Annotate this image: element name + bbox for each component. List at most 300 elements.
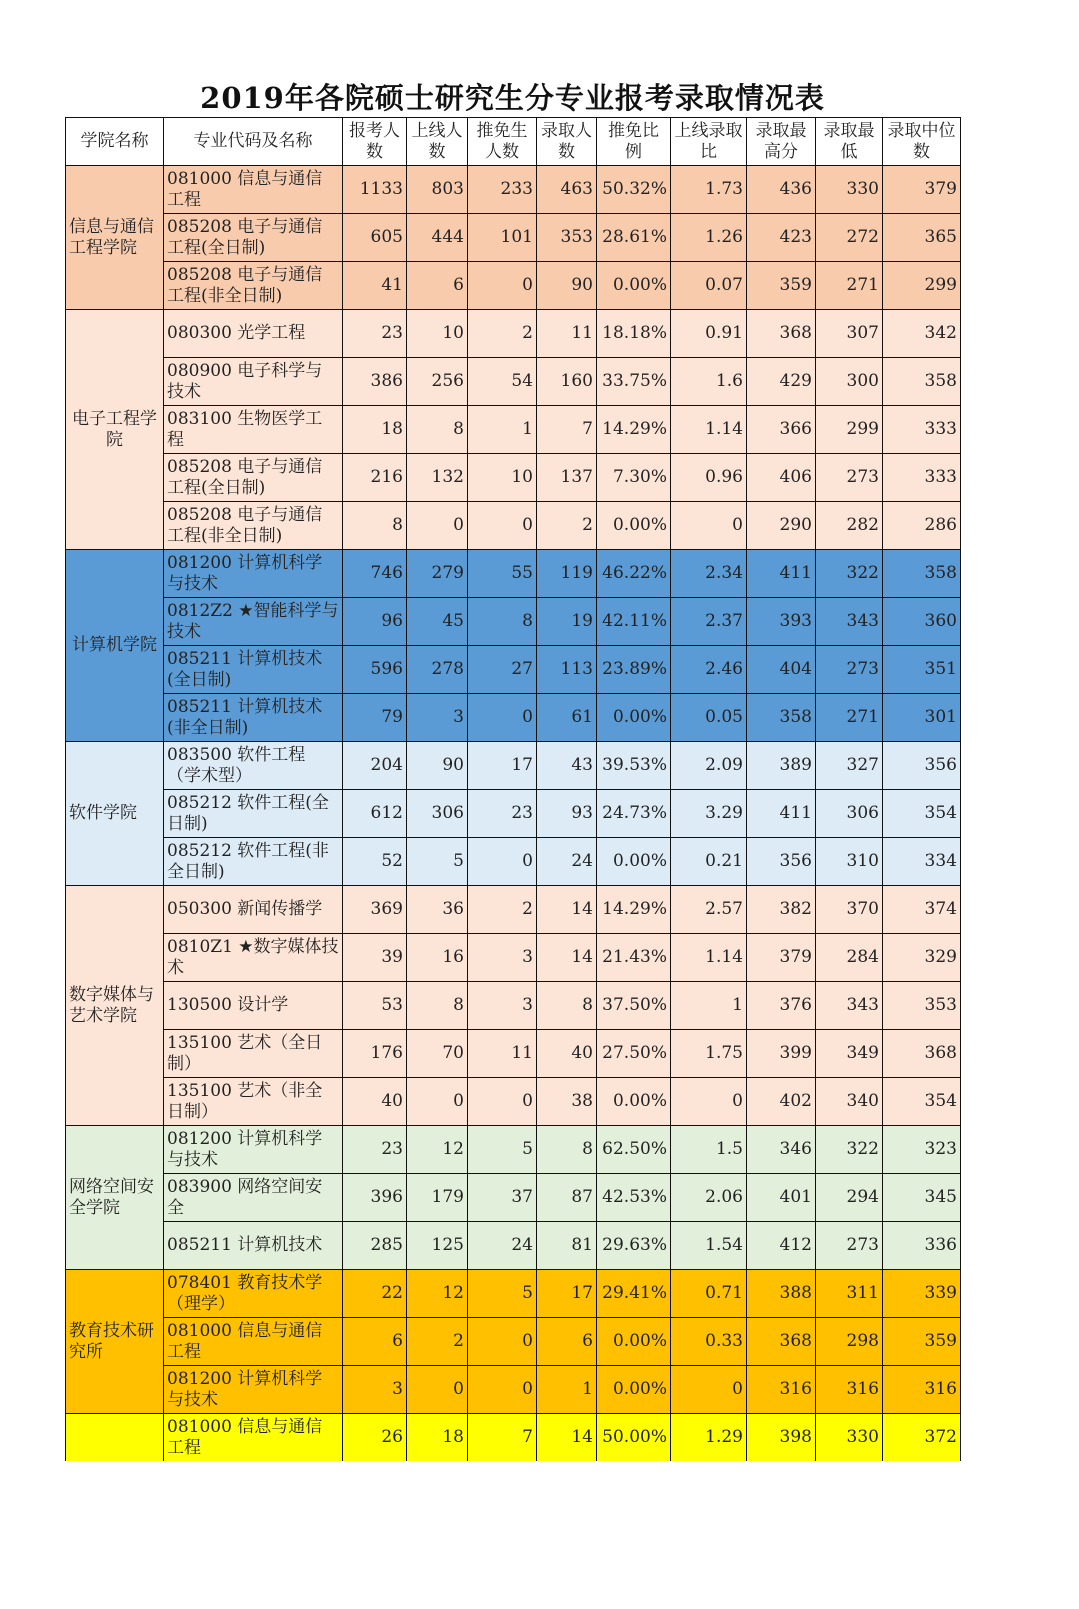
value-cell: 11 — [537, 310, 597, 358]
value-cell: 1.5 — [671, 1126, 747, 1174]
value-cell: 284 — [816, 934, 883, 982]
value-cell: 52 — [343, 838, 407, 886]
major-cell: 0812Z2 ★智能科学与技术 — [164, 598, 343, 646]
table-row — [66, 742, 961, 790]
table-row — [66, 1318, 961, 1366]
value-cell: 14.29% — [597, 406, 671, 454]
table-row — [66, 214, 961, 262]
value-cell: 42.53% — [597, 1174, 671, 1222]
value-cell: 358 — [747, 694, 816, 742]
value-cell: 290 — [747, 502, 816, 550]
value-cell: 282 — [816, 502, 883, 550]
value-cell: 366 — [747, 406, 816, 454]
value-cell: 21.43% — [597, 934, 671, 982]
value-cell: 273 — [816, 454, 883, 502]
value-cell: 17 — [468, 742, 537, 790]
value-cell: 2 — [407, 1318, 468, 1366]
value-cell: 0 — [407, 502, 468, 550]
major-cell: 083500 软件工程（学术型） — [164, 742, 343, 790]
value-cell: 29.63% — [597, 1222, 671, 1270]
value-cell: 12 — [407, 1126, 468, 1174]
major-cell: 081000 信息与通信工程 — [164, 1318, 343, 1366]
value-cell: 2.37 — [671, 598, 747, 646]
value-cell: 294 — [816, 1174, 883, 1222]
college-name-cell: 网络空间安全学院 — [66, 1126, 164, 1270]
value-cell: 322 — [816, 1126, 883, 1174]
value-cell: 14 — [537, 1414, 597, 1462]
value-cell: 113 — [537, 646, 597, 694]
value-cell: 46.22% — [597, 550, 671, 598]
value-cell: 285 — [343, 1222, 407, 1270]
value-cell: 2.34 — [671, 550, 747, 598]
table-row — [66, 502, 961, 550]
value-cell: 0 — [468, 1318, 537, 1366]
value-cell: 0 — [468, 838, 537, 886]
table-row — [66, 262, 961, 310]
column-header: 录取人数 — [537, 118, 597, 166]
value-cell: 2 — [468, 886, 537, 934]
value-cell: 323 — [883, 1126, 961, 1174]
value-cell: 36 — [407, 886, 468, 934]
value-cell: 322 — [816, 550, 883, 598]
value-cell: 386 — [343, 358, 407, 406]
value-cell: 412 — [747, 1222, 816, 1270]
value-cell: 50.32% — [597, 166, 671, 214]
major-cell: 081200 计算机科学与技术 — [164, 1366, 343, 1414]
value-cell: 349 — [816, 1030, 883, 1078]
value-cell: 301 — [883, 694, 961, 742]
value-cell: 402 — [747, 1078, 816, 1126]
value-cell: 41 — [343, 262, 407, 310]
value-cell: 39 — [343, 934, 407, 982]
value-cell: 298 — [816, 1318, 883, 1366]
value-cell: 23 — [468, 790, 537, 838]
value-cell: 54 — [468, 358, 537, 406]
table-row — [66, 886, 961, 934]
value-cell: 179 — [407, 1174, 468, 1222]
value-cell: 55 — [468, 550, 537, 598]
value-cell: 336 — [883, 1222, 961, 1270]
value-cell: 33.75% — [597, 358, 671, 406]
major-cell: 085208 电子与通信工程(全日制) — [164, 214, 343, 262]
value-cell: 746 — [343, 550, 407, 598]
college-name-cell — [66, 1414, 164, 1462]
value-cell: 12 — [407, 1270, 468, 1318]
value-cell: 37 — [468, 1174, 537, 1222]
value-cell: 0 — [407, 1078, 468, 1126]
value-cell: 306 — [407, 790, 468, 838]
table-row — [66, 310, 961, 358]
table-row — [66, 646, 961, 694]
major-cell: 085211 计算机技术(全日制) — [164, 646, 343, 694]
value-cell: 372 — [883, 1414, 961, 1462]
value-cell: 329 — [883, 934, 961, 982]
value-cell: 62.50% — [597, 1126, 671, 1174]
value-cell: 24 — [468, 1222, 537, 1270]
value-cell: 1.14 — [671, 934, 747, 982]
admission-table — [65, 117, 961, 1461]
major-cell: 083100 生物医学工程 — [164, 406, 343, 454]
value-cell: 1 — [671, 982, 747, 1030]
column-header: 录取最低 — [816, 118, 883, 166]
value-cell: 8 — [407, 982, 468, 1030]
value-cell: 401 — [747, 1174, 816, 1222]
column-header: 录取最高分 — [747, 118, 816, 166]
value-cell: 6 — [407, 262, 468, 310]
value-cell: 0.00% — [597, 1318, 671, 1366]
value-cell: 8 — [468, 598, 537, 646]
value-cell: 119 — [537, 550, 597, 598]
value-cell: 0.07 — [671, 262, 747, 310]
value-cell: 351 — [883, 646, 961, 694]
value-cell: 368 — [747, 1318, 816, 1366]
value-cell: 0.96 — [671, 454, 747, 502]
major-cell: 081200 计算机科学与技术 — [164, 550, 343, 598]
value-cell: 42.11% — [597, 598, 671, 646]
value-cell: 327 — [816, 742, 883, 790]
table-row — [66, 1414, 961, 1462]
value-cell: 340 — [816, 1078, 883, 1126]
value-cell: 1 — [468, 406, 537, 454]
major-cell: 085208 电子与通信工程(非全日制) — [164, 502, 343, 550]
value-cell: 1 — [537, 1366, 597, 1414]
value-cell: 204 — [343, 742, 407, 790]
value-cell: 29.41% — [597, 1270, 671, 1318]
table-row — [66, 982, 961, 1030]
value-cell: 368 — [883, 1030, 961, 1078]
value-cell: 1.54 — [671, 1222, 747, 1270]
value-cell: 7 — [537, 406, 597, 454]
value-cell: 339 — [883, 1270, 961, 1318]
value-cell: 14 — [537, 934, 597, 982]
value-cell: 353 — [883, 982, 961, 1030]
value-cell: 28.61% — [597, 214, 671, 262]
value-cell: 345 — [883, 1174, 961, 1222]
value-cell: 359 — [883, 1318, 961, 1366]
value-cell: 0.00% — [597, 838, 671, 886]
table-row — [66, 406, 961, 454]
value-cell: 374 — [883, 886, 961, 934]
value-cell: 8 — [537, 1126, 597, 1174]
column-header: 报考人数 — [343, 118, 407, 166]
value-cell: 8 — [343, 502, 407, 550]
major-cell: 081200 计算机科学与技术 — [164, 1126, 343, 1174]
column-header: 推免比例 — [597, 118, 671, 166]
value-cell: 359 — [747, 262, 816, 310]
major-cell: 085212 软件工程(全日制) — [164, 790, 343, 838]
page-title: 2019年各院硕士研究生分专业报考录取情况表 — [200, 81, 825, 115]
value-cell: 0 — [468, 1078, 537, 1126]
value-cell: 273 — [816, 1222, 883, 1270]
value-cell: 3 — [468, 982, 537, 1030]
value-cell: 11 — [468, 1030, 537, 1078]
value-cell: 2.57 — [671, 886, 747, 934]
value-cell: 22 — [343, 1270, 407, 1318]
value-cell: 19 — [537, 598, 597, 646]
column-header: 上线录取比 — [671, 118, 747, 166]
value-cell: 596 — [343, 646, 407, 694]
value-cell: 0 — [468, 262, 537, 310]
table-row — [66, 1030, 961, 1078]
value-cell: 125 — [407, 1222, 468, 1270]
value-cell: 365 — [883, 214, 961, 262]
table-row — [66, 358, 961, 406]
value-cell: 10 — [468, 454, 537, 502]
value-cell: 43 — [537, 742, 597, 790]
value-cell: 379 — [747, 934, 816, 982]
table-row — [66, 1174, 961, 1222]
college-name-cell: 软件学院 — [66, 742, 164, 886]
major-cell: 135100 艺术（非全日制） — [164, 1078, 343, 1126]
value-cell: 396 — [343, 1174, 407, 1222]
value-cell: 3 — [407, 694, 468, 742]
value-cell: 0 — [468, 502, 537, 550]
value-cell: 0 — [468, 694, 537, 742]
value-cell: 61 — [537, 694, 597, 742]
value-cell: 358 — [883, 358, 961, 406]
value-cell: 18 — [343, 406, 407, 454]
value-cell: 40 — [343, 1078, 407, 1126]
value-cell: 18 — [407, 1414, 468, 1462]
major-cell: 085211 计算机技术 — [164, 1222, 343, 1270]
value-cell: 10 — [407, 310, 468, 358]
value-cell: 382 — [747, 886, 816, 934]
value-cell: 333 — [883, 454, 961, 502]
value-cell: 3.29 — [671, 790, 747, 838]
value-cell: 93 — [537, 790, 597, 838]
value-cell: 299 — [883, 262, 961, 310]
major-cell: 130500 设计学 — [164, 982, 343, 1030]
value-cell: 1.29 — [671, 1414, 747, 1462]
value-cell: 1.26 — [671, 214, 747, 262]
value-cell: 346 — [747, 1126, 816, 1174]
value-cell: 423 — [747, 214, 816, 262]
value-cell: 370 — [816, 886, 883, 934]
value-cell: 27.50% — [597, 1030, 671, 1078]
value-cell: 411 — [747, 550, 816, 598]
value-cell: 7 — [468, 1414, 537, 1462]
value-cell: 343 — [816, 598, 883, 646]
table-row — [66, 934, 961, 982]
value-cell: 137 — [537, 454, 597, 502]
college-name-cell: 数字媒体与艺术学院 — [66, 886, 164, 1126]
value-cell: 300 — [816, 358, 883, 406]
value-cell: 6 — [343, 1318, 407, 1366]
value-cell: 2 — [468, 310, 537, 358]
table-row — [66, 790, 961, 838]
college-name-cell: 电子工程学院 — [66, 310, 164, 550]
major-cell: 080900 电子科学与技术 — [164, 358, 343, 406]
value-cell: 8 — [537, 982, 597, 1030]
value-cell: 356 — [747, 838, 816, 886]
value-cell: 605 — [343, 214, 407, 262]
value-cell: 388 — [747, 1270, 816, 1318]
value-cell: 316 — [816, 1366, 883, 1414]
value-cell: 87 — [537, 1174, 597, 1222]
value-cell: 398 — [747, 1414, 816, 1462]
value-cell: 1.75 — [671, 1030, 747, 1078]
value-cell: 399 — [747, 1030, 816, 1078]
major-cell: 0810Z1 ★数字媒体技术 — [164, 934, 343, 982]
value-cell: 18.18% — [597, 310, 671, 358]
value-cell: 7.30% — [597, 454, 671, 502]
value-cell: 272 — [816, 214, 883, 262]
table-row — [66, 1366, 961, 1414]
value-cell: 3 — [468, 934, 537, 982]
major-cell: 080300 光学工程 — [164, 310, 343, 358]
value-cell: 39.53% — [597, 742, 671, 790]
value-cell: 23 — [343, 310, 407, 358]
column-header: 专业代码及名称 — [164, 118, 343, 166]
value-cell: 404 — [747, 646, 816, 694]
value-cell: 2 — [537, 502, 597, 550]
value-cell: 406 — [747, 454, 816, 502]
value-cell: 0.71 — [671, 1270, 747, 1318]
table-row — [66, 838, 961, 886]
value-cell: 436 — [747, 166, 816, 214]
value-cell: 1.14 — [671, 406, 747, 454]
value-cell: 0.00% — [597, 694, 671, 742]
value-cell: 0.05 — [671, 694, 747, 742]
value-cell: 376 — [747, 982, 816, 1030]
major-cell: 081000 信息与通信工程 — [164, 166, 343, 214]
column-header: 录取中位数 — [883, 118, 961, 166]
value-cell: 411 — [747, 790, 816, 838]
value-cell: 316 — [747, 1366, 816, 1414]
value-cell: 463 — [537, 166, 597, 214]
value-cell: 0.91 — [671, 310, 747, 358]
value-cell: 256 — [407, 358, 468, 406]
value-cell: 354 — [883, 1078, 961, 1126]
value-cell: 0 — [671, 502, 747, 550]
major-cell: 135100 艺术（全日制） — [164, 1030, 343, 1078]
value-cell: 2.06 — [671, 1174, 747, 1222]
value-cell: 50.00% — [597, 1414, 671, 1462]
value-cell: 330 — [816, 1414, 883, 1462]
value-cell: 306 — [816, 790, 883, 838]
table-row — [66, 166, 961, 214]
value-cell: 79 — [343, 694, 407, 742]
table-row — [66, 550, 961, 598]
value-cell: 299 — [816, 406, 883, 454]
value-cell: 216 — [343, 454, 407, 502]
table-row — [66, 1270, 961, 1318]
value-cell: 81 — [537, 1222, 597, 1270]
value-cell: 53 — [343, 982, 407, 1030]
table-row — [66, 598, 961, 646]
table-row — [66, 1222, 961, 1270]
value-cell: 2.09 — [671, 742, 747, 790]
value-cell: 271 — [816, 694, 883, 742]
value-cell: 90 — [537, 262, 597, 310]
value-cell: 612 — [343, 790, 407, 838]
college-name-cell: 信息与通信工程学院 — [66, 166, 164, 310]
value-cell: 393 — [747, 598, 816, 646]
value-cell: 333 — [883, 406, 961, 454]
value-cell: 26 — [343, 1414, 407, 1462]
value-cell: 279 — [407, 550, 468, 598]
value-cell: 389 — [747, 742, 816, 790]
value-cell: 356 — [883, 742, 961, 790]
value-cell: 23 — [343, 1126, 407, 1174]
value-cell: 0.00% — [597, 502, 671, 550]
value-cell: 3 — [343, 1366, 407, 1414]
value-cell: 360 — [883, 598, 961, 646]
value-cell: 330 — [816, 166, 883, 214]
value-cell: 176 — [343, 1030, 407, 1078]
value-cell: 23.89% — [597, 646, 671, 694]
value-cell: 0.00% — [597, 1078, 671, 1126]
column-header: 推免生人数 — [468, 118, 537, 166]
table-row — [66, 454, 961, 502]
value-cell: 803 — [407, 166, 468, 214]
college-name-cell: 教育技术研究所 — [66, 1270, 164, 1414]
table-row — [66, 1126, 961, 1174]
value-cell: 273 — [816, 646, 883, 694]
value-cell: 8 — [407, 406, 468, 454]
major-cell: 085208 电子与通信工程(全日制) — [164, 454, 343, 502]
major-cell: 083900 网络空间安全 — [164, 1174, 343, 1222]
value-cell: 354 — [883, 790, 961, 838]
value-cell: 45 — [407, 598, 468, 646]
value-cell: 353 — [537, 214, 597, 262]
value-cell: 1.6 — [671, 358, 747, 406]
value-cell: 342 — [883, 310, 961, 358]
value-cell: 278 — [407, 646, 468, 694]
value-cell: 2.46 — [671, 646, 747, 694]
value-cell: 1133 — [343, 166, 407, 214]
value-cell: 233 — [468, 166, 537, 214]
value-cell: 101 — [468, 214, 537, 262]
value-cell: 0 — [468, 1366, 537, 1414]
major-cell: 085211 计算机技术(非全日制) — [164, 694, 343, 742]
value-cell: 90 — [407, 742, 468, 790]
value-cell: 17 — [537, 1270, 597, 1318]
value-cell: 14.29% — [597, 886, 671, 934]
value-cell: 24.73% — [597, 790, 671, 838]
value-cell: 96 — [343, 598, 407, 646]
value-cell: 368 — [747, 310, 816, 358]
major-cell: 050300 新闻传播学 — [164, 886, 343, 934]
value-cell: 0 — [407, 1366, 468, 1414]
value-cell: 0 — [671, 1078, 747, 1126]
value-cell: 334 — [883, 838, 961, 886]
value-cell: 70 — [407, 1030, 468, 1078]
value-cell: 0 — [671, 1366, 747, 1414]
value-cell: 5 — [407, 838, 468, 886]
value-cell: 14 — [537, 886, 597, 934]
value-cell: 27 — [468, 646, 537, 694]
value-cell: 379 — [883, 166, 961, 214]
value-cell: 1.73 — [671, 166, 747, 214]
value-cell: 0.00% — [597, 262, 671, 310]
value-cell: 358 — [883, 550, 961, 598]
value-cell: 271 — [816, 262, 883, 310]
value-cell: 0.00% — [597, 1366, 671, 1414]
value-cell: 343 — [816, 982, 883, 1030]
value-cell: 132 — [407, 454, 468, 502]
college-name-cell: 计算机学院 — [66, 550, 164, 742]
value-cell: 160 — [537, 358, 597, 406]
value-cell: 5 — [468, 1126, 537, 1174]
value-cell: 316 — [883, 1366, 961, 1414]
value-cell: 5 — [468, 1270, 537, 1318]
value-cell: 6 — [537, 1318, 597, 1366]
value-cell: 16 — [407, 934, 468, 982]
value-cell: 0.33 — [671, 1318, 747, 1366]
value-cell: 369 — [343, 886, 407, 934]
major-cell: 078401 教育技术学（理学） — [164, 1270, 343, 1318]
